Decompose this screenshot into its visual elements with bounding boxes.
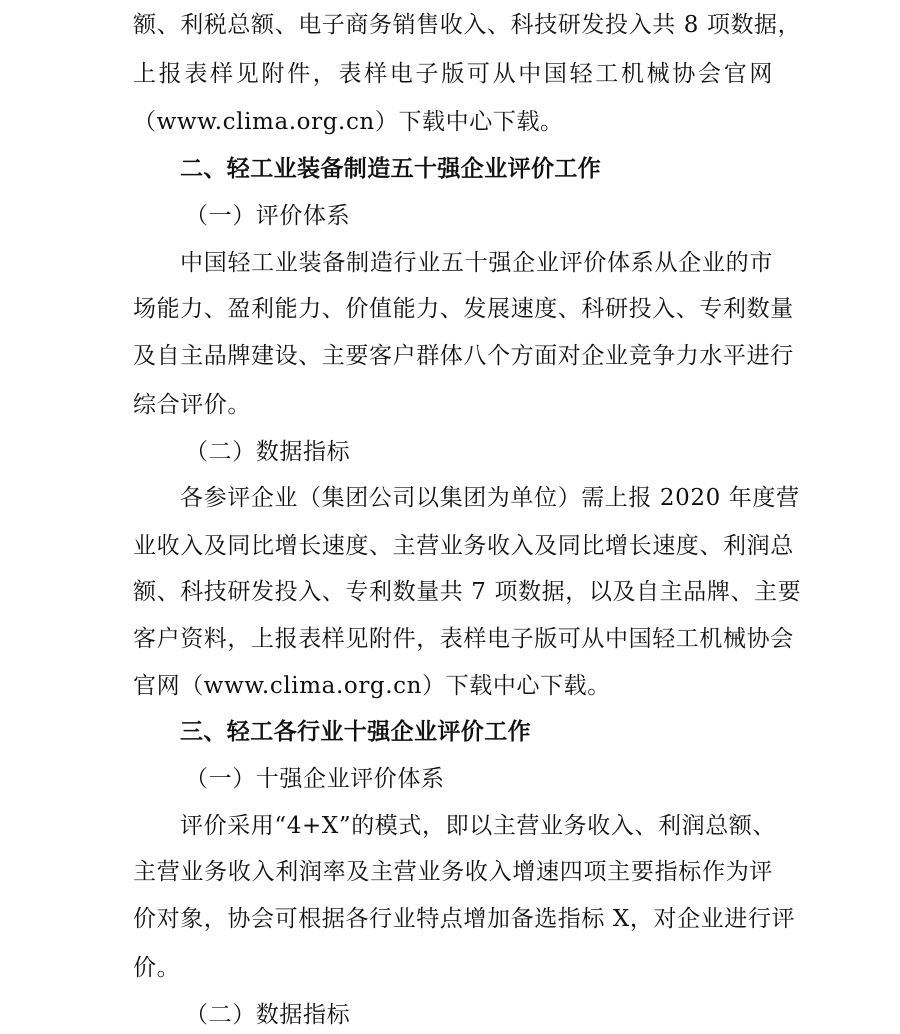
paragraph-line: 及自主品牌建设、主要客户群体八个方面对企业竞争力水平进行 — [133, 343, 794, 369]
paragraph-line: （www.clima.org.cn）下载中心下载。 — [133, 109, 564, 135]
paragraph-line: 额、科技研发投入、专利数量共 7 项数据，以及自主品牌、主要 — [133, 579, 802, 605]
section-heading: 三、轻工各行业十强企业评价工作 — [180, 719, 531, 745]
subsection-heading: （一）评价体系 — [185, 203, 351, 229]
paragraph-line: 客户资料，上报表样见附件，表样电子版可从中国轻工机械协会 — [133, 626, 794, 652]
paragraph-line: 各参评企业（集团公司以集团为单位）需上报 2020 年度营 — [180, 485, 800, 511]
subsection-heading: （二）数据指标 — [185, 1002, 351, 1028]
paragraph-line: 价。 — [133, 955, 181, 981]
paragraph-line: 上报表样见附件，表样电子版可从中国轻工机械协会官网 — [133, 61, 773, 87]
paragraph-line: 业收入及同比增长速度、主营业务收入及同比增长速度、利润总 — [133, 533, 794, 559]
paragraph-line: 主营业务收入利润率及主营业务收入增速四项主要指标作为评 — [133, 859, 773, 885]
subsection-heading: （一）十强企业评价体系 — [185, 766, 445, 792]
paragraph-line: 额、利税总额、电子商务销售收入、科技研发投入共 8 项数据， — [133, 12, 802, 38]
paragraph-line: 综合评价。 — [133, 392, 251, 418]
section-heading: 二、轻工业装备制造五十强企业评价工作 — [180, 156, 602, 182]
paragraph-line: 场能力、盈利能力、价值能力、发展速度、科研投入、专利数量 — [133, 296, 794, 322]
paragraph-line: 官网（www.clima.org.cn）下载中心下载。 — [133, 673, 611, 699]
subsection-heading: （二）数据指标 — [185, 439, 351, 465]
paragraph-line: 中国轻工业装备制造行业五十强企业评价体系从企业的市 — [180, 250, 773, 276]
paragraph-line: 评价采用“4+X”的模式，即以主营业务收入、利润总额、 — [180, 813, 776, 839]
paragraph-line: 价对象，协会可根据各行业特点增加备选指标 X，对企业进行评 — [133, 906, 796, 932]
